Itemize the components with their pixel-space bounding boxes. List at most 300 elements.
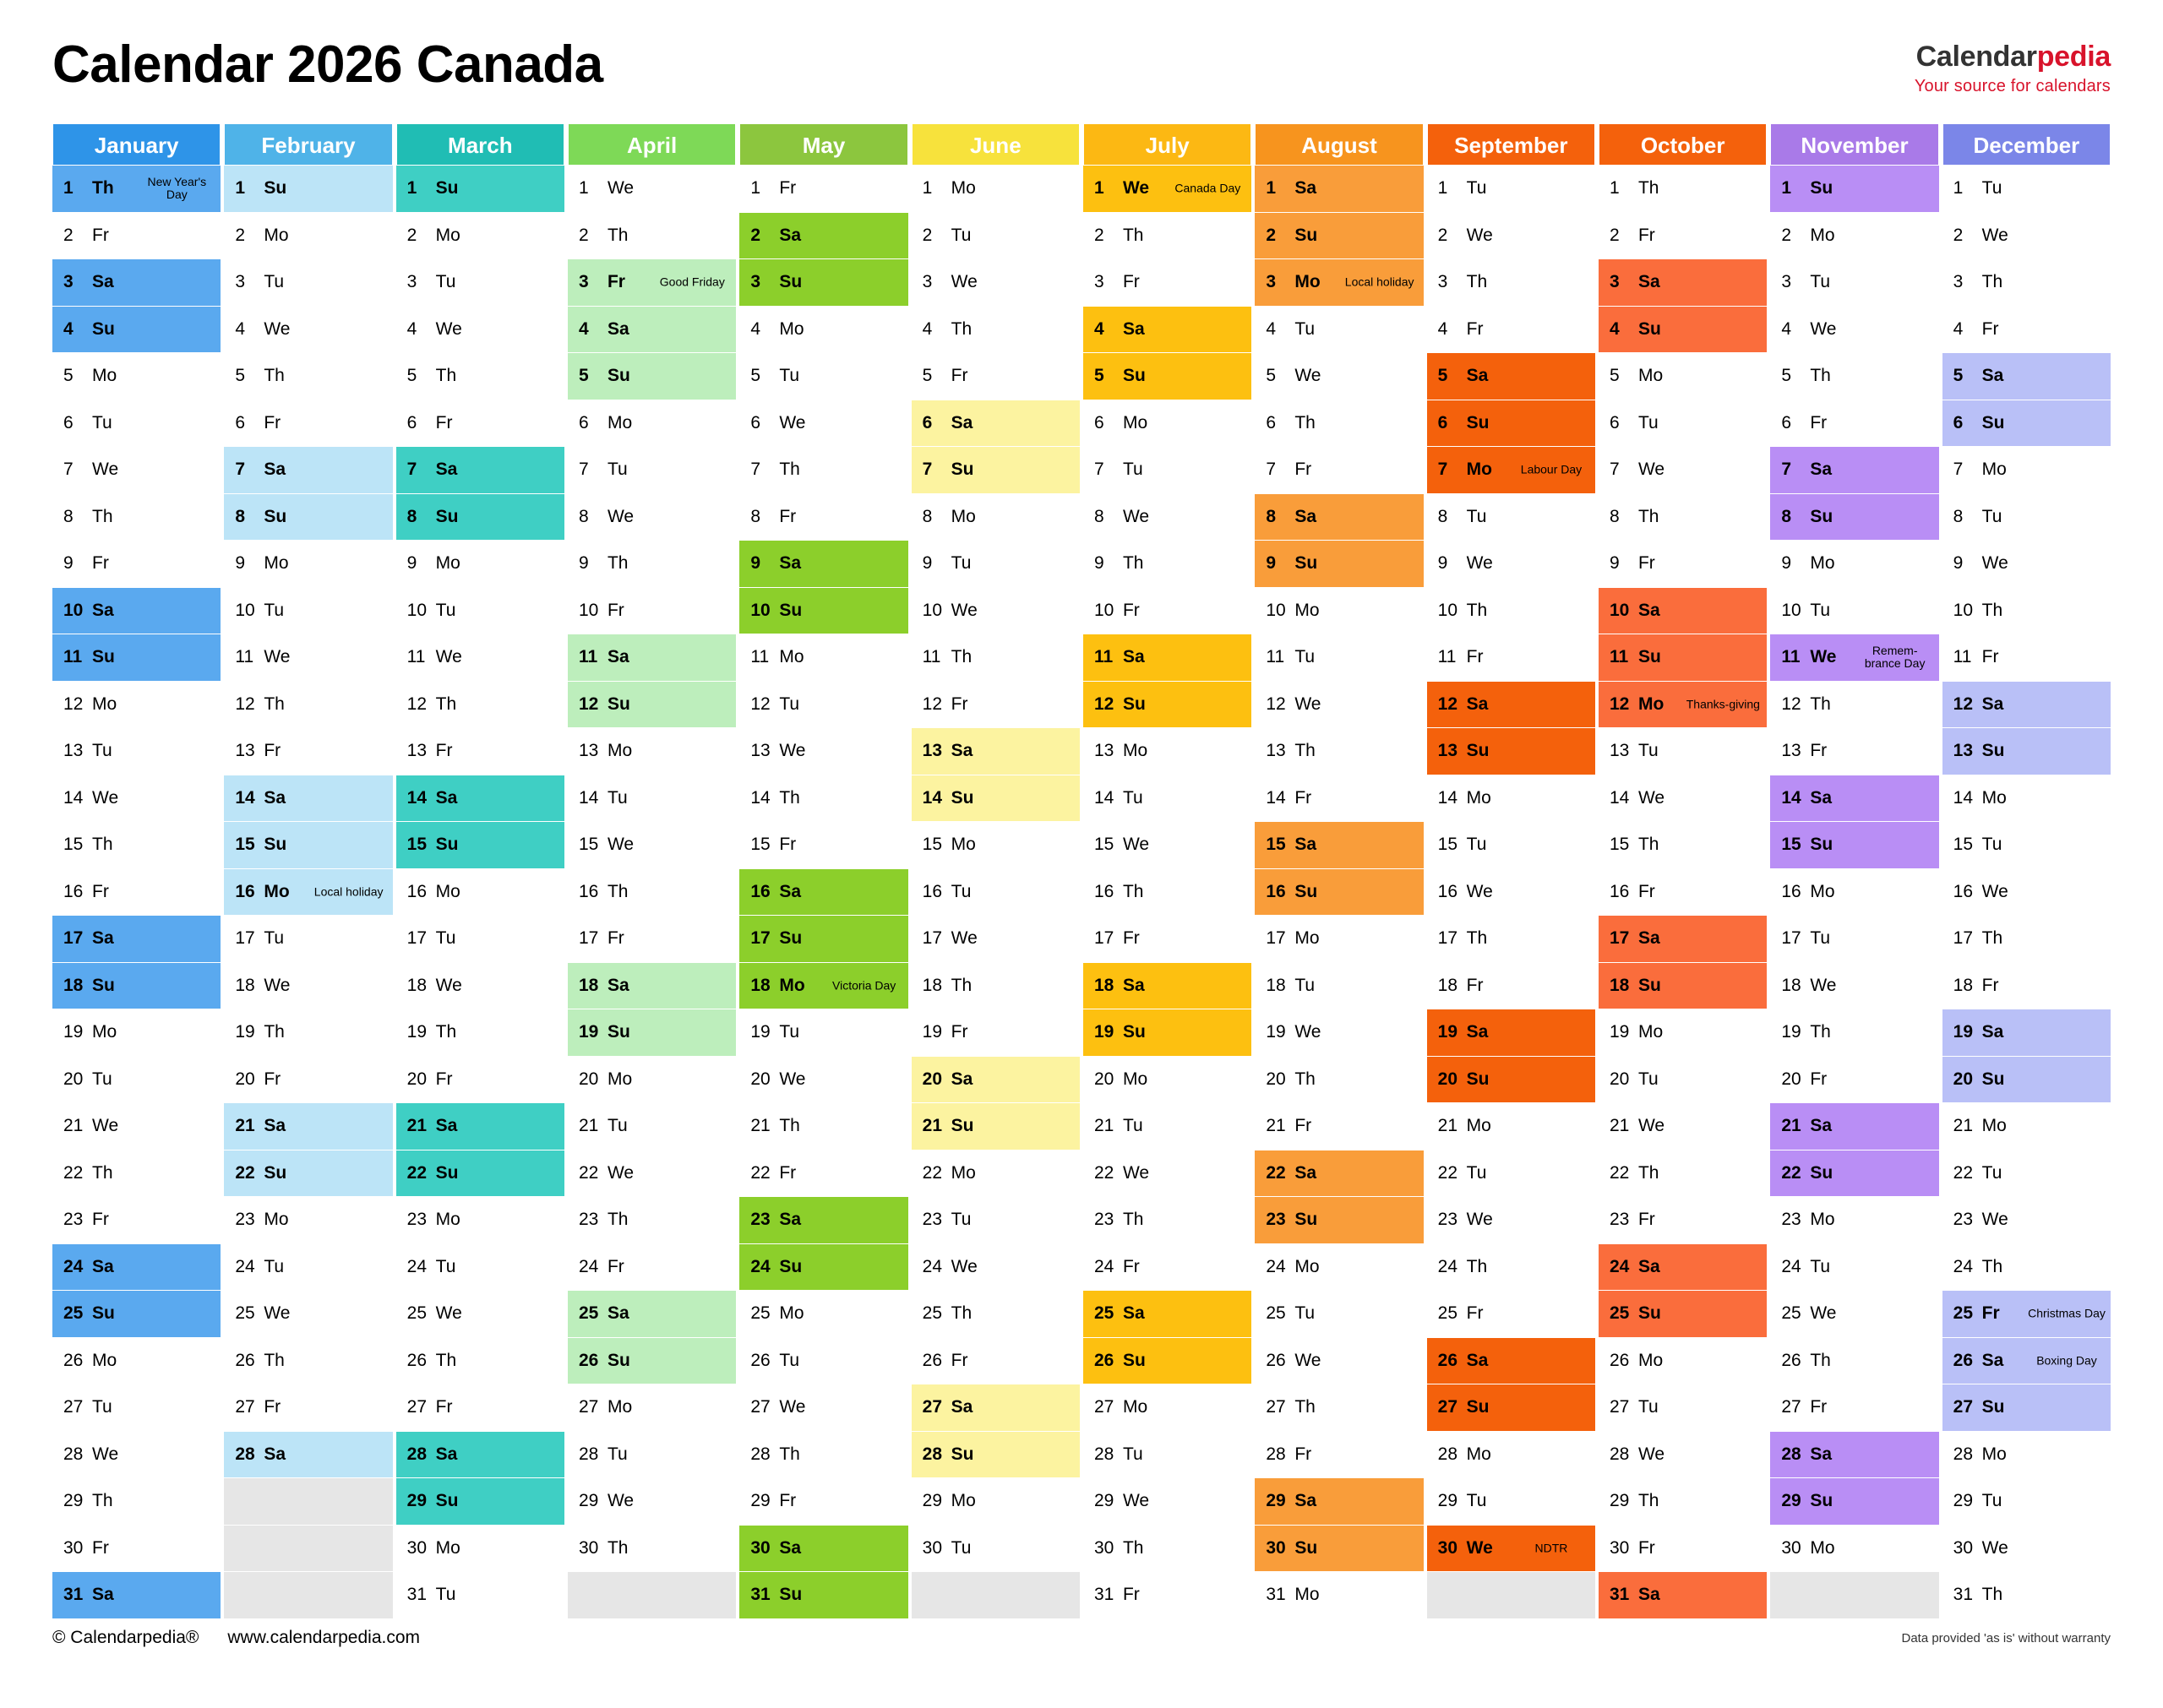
- day-cell-april-29: [568, 1478, 736, 1526]
- day-number: 24: [750, 1256, 771, 1276]
- day-cell-october-1: [1599, 166, 1767, 213]
- day-cell-july-29: [1083, 1478, 1251, 1526]
- day-of-week: Th: [1122, 225, 1144, 245]
- day-of-week: We: [951, 1256, 978, 1276]
- day-cell-august-1: [1255, 166, 1423, 213]
- day-cell-july-8: [1083, 494, 1251, 541]
- day-number: 26: [1266, 1350, 1286, 1370]
- day-cell-july-5: [1083, 353, 1251, 400]
- day-cell-april-9: [568, 541, 736, 588]
- day-of-week: Mo: [1466, 1116, 1491, 1136]
- day-number: 31: [406, 1585, 428, 1605]
- day-number: 3: [1266, 272, 1277, 292]
- page-title: Calendar 2026 Canada: [52, 35, 603, 94]
- day-of-week: We: [1294, 366, 1321, 386]
- day-of-week: Sa: [1981, 1350, 2004, 1370]
- day-of-week: Sa: [1294, 178, 1317, 199]
- day-cell-march-16: [396, 869, 564, 917]
- holiday-note: Thanks-giving: [1686, 697, 1760, 711]
- day-cell-empty: [224, 1572, 392, 1619]
- day-of-week: Sa: [1466, 1350, 1489, 1370]
- disclaimer-text: Data provided 'as is' without warranty: [1901, 1630, 2111, 1645]
- day-of-week: Su: [92, 975, 115, 995]
- day-cell-may-20: [739, 1057, 907, 1104]
- day-number: 8: [1437, 506, 1448, 526]
- day-cell-june-24: [912, 1244, 1080, 1292]
- day-number: 28: [578, 1444, 599, 1464]
- footer-left: [52, 1628, 420, 1648]
- day-number: 8: [578, 506, 589, 526]
- day-cell-april-23: [568, 1197, 736, 1244]
- day-number: 4: [1953, 318, 1964, 339]
- day-number: 15: [1609, 835, 1630, 855]
- day-of-week: Mo: [1981, 460, 2007, 480]
- day-of-week: We: [779, 1069, 806, 1089]
- day-number: 6: [750, 412, 761, 432]
- day-cell-january-6: [52, 400, 221, 448]
- day-of-week: Su: [1122, 1022, 1146, 1042]
- day-number: 20: [1609, 1069, 1630, 1089]
- day-of-week: We: [1637, 787, 1665, 808]
- day-of-week: Th: [435, 1022, 457, 1042]
- day-cell-june-26: [912, 1338, 1080, 1385]
- day-of-week: Tu: [1810, 928, 1831, 949]
- day-cell-november-23: [1770, 1197, 1938, 1244]
- day-cell-july-28: [1083, 1432, 1251, 1479]
- website-link[interactable]: www.calendarpedia.com: [227, 1627, 421, 1647]
- month-column-april: [568, 123, 736, 1619]
- day-number: 12: [1437, 694, 1458, 714]
- day-number: 15: [1437, 835, 1458, 855]
- day-of-week: Fr: [264, 412, 281, 432]
- day-number: 6: [1266, 412, 1277, 432]
- day-of-week: Th: [1294, 412, 1316, 432]
- day-number: 3: [1781, 272, 1792, 292]
- day-number: 28: [63, 1444, 84, 1464]
- day-of-week: Mo: [1466, 1444, 1491, 1464]
- day-cell-june-2: [912, 213, 1080, 260]
- day-cell-october-19: [1599, 1009, 1767, 1057]
- day-of-week: Sa: [92, 1585, 114, 1605]
- day-of-week: Tu: [607, 787, 628, 808]
- day-number: 24: [406, 1256, 428, 1276]
- day-number: 9: [235, 553, 246, 574]
- day-of-week: Mo: [1122, 412, 1148, 432]
- day-of-week: We: [951, 272, 978, 292]
- day-number: 27: [578, 1397, 599, 1417]
- day-number: 3: [578, 272, 589, 292]
- day-cell-july-13: [1083, 728, 1251, 775]
- day-cell-september-16: [1427, 869, 1595, 917]
- day-of-week: Fr: [1981, 975, 1999, 995]
- day-cell-june-12: [912, 682, 1080, 729]
- day-number: 17: [922, 928, 943, 949]
- day-of-week: Sa: [92, 928, 114, 949]
- day-of-week: We: [264, 1303, 291, 1324]
- day-cell-november-28: [1770, 1432, 1938, 1479]
- day-of-week: Mo: [1981, 1116, 2007, 1136]
- day-cell-july-2: [1083, 213, 1251, 260]
- day-number: 26: [578, 1350, 599, 1370]
- day-cell-march-29: [396, 1478, 564, 1526]
- day-cell-august-20: [1255, 1057, 1423, 1104]
- day-of-week: Fr: [951, 1350, 968, 1370]
- day-cell-november-26: [1770, 1338, 1938, 1385]
- day-cell-december-29: [1942, 1478, 2111, 1526]
- day-cell-september-27: [1427, 1384, 1595, 1432]
- day-cell-april-7: [568, 447, 736, 494]
- day-cell-february-15: [224, 822, 392, 869]
- day-cell-november-22: [1770, 1150, 1938, 1198]
- day-of-week: Fr: [1810, 741, 1828, 761]
- day-cell-december-31: [1942, 1572, 2111, 1619]
- day-number: 27: [1437, 1397, 1458, 1417]
- day-number: 6: [63, 412, 74, 432]
- day-of-week: Su: [1122, 366, 1146, 386]
- day-of-week: Mo: [1294, 1256, 1320, 1276]
- day-cell-june-17: [912, 916, 1080, 963]
- day-of-week: Sa: [951, 1397, 973, 1417]
- day-cell-november-24: [1770, 1244, 1938, 1292]
- day-cell-october-31: [1599, 1572, 1767, 1619]
- day-of-week: Sa: [1466, 694, 1489, 714]
- day-number: 10: [406, 600, 428, 620]
- day-cell-july-25: [1083, 1291, 1251, 1338]
- month-column-january: [52, 123, 221, 1619]
- holiday-note: Local holiday: [313, 884, 384, 899]
- day-of-week: Mo: [1637, 366, 1664, 386]
- day-of-week: Sa: [1981, 366, 2004, 386]
- day-number: 6: [1781, 412, 1792, 432]
- day-cell-november-19: [1770, 1009, 1938, 1057]
- day-of-week: Su: [1981, 1397, 2005, 1417]
- day-of-week: Th: [435, 694, 457, 714]
- day-cell-december-28: [1942, 1432, 2111, 1479]
- day-cell-april-30: [568, 1526, 736, 1573]
- day-of-week: Fr: [951, 1022, 968, 1042]
- day-cell-january-5: [52, 353, 221, 400]
- day-of-week: Fr: [1294, 1116, 1312, 1136]
- day-number: 4: [1609, 318, 1620, 339]
- day-of-week: Su: [92, 647, 115, 667]
- day-number: 23: [63, 1210, 84, 1230]
- day-number: 26: [1953, 1350, 1974, 1370]
- holiday-note: NDTR: [1534, 1541, 1568, 1555]
- day-cell-january-22: [52, 1150, 221, 1198]
- day-of-week: Tu: [1294, 647, 1316, 667]
- day-number: 6: [406, 412, 417, 432]
- day-of-week: Tu: [1810, 600, 1831, 620]
- day-number: 15: [235, 835, 255, 855]
- day-cell-september-14: [1427, 775, 1595, 823]
- day-of-week: Th: [1466, 272, 1488, 292]
- day-of-week: Th: [1981, 600, 2003, 620]
- day-number: 22: [1093, 1162, 1114, 1183]
- day-number: 29: [1093, 1491, 1114, 1511]
- day-number: 26: [1781, 1350, 1801, 1370]
- day-number: 19: [1266, 1022, 1286, 1042]
- day-cell-december-25: [1942, 1291, 2111, 1338]
- day-number: 10: [922, 600, 943, 620]
- day-of-week: Sa: [1637, 928, 1660, 949]
- day-of-week: Th: [92, 506, 113, 526]
- day-number: 8: [63, 506, 74, 526]
- day-cell-december-2: [1942, 213, 2111, 260]
- day-of-week: Fr: [1810, 412, 1828, 432]
- day-of-week: We: [92, 1444, 119, 1464]
- day-cell-august-7: [1255, 447, 1423, 494]
- day-of-week: Su: [607, 694, 630, 714]
- day-of-week: Sa: [435, 787, 458, 808]
- day-of-week: Tu: [1294, 1303, 1316, 1324]
- day-number: 13: [922, 741, 943, 761]
- day-cell-may-6: [739, 400, 907, 448]
- day-number: 18: [1609, 975, 1630, 995]
- day-of-week: We: [1810, 975, 1837, 995]
- day-of-week: Su: [92, 1303, 115, 1324]
- day-of-week: Mo: [1810, 1537, 1835, 1558]
- day-of-week: Th: [1122, 553, 1144, 574]
- day-cell-november-15: [1770, 822, 1938, 869]
- day-of-week: Mo: [607, 412, 633, 432]
- day-of-week: Fr: [92, 1210, 109, 1230]
- day-number: 15: [750, 835, 771, 855]
- day-of-week: Su: [607, 366, 630, 386]
- day-cell-january-17: [52, 916, 221, 963]
- day-number: 25: [1093, 1303, 1114, 1324]
- day-cell-october-9: [1599, 541, 1767, 588]
- day-number: 6: [1437, 412, 1448, 432]
- day-cell-january-21: [52, 1103, 221, 1150]
- day-number: 25: [1953, 1303, 1974, 1324]
- day-number: 20: [1781, 1069, 1801, 1089]
- day-of-week: Th: [1810, 366, 1831, 386]
- day-of-week: Tu: [1637, 412, 1659, 432]
- day-of-week: Tu: [1294, 975, 1316, 995]
- day-of-week: Th: [92, 1162, 113, 1183]
- day-number: 14: [235, 787, 255, 808]
- day-number: 2: [1609, 225, 1620, 245]
- day-number: 17: [750, 928, 771, 949]
- day-number: 20: [1437, 1069, 1458, 1089]
- holiday-note: Labour Day: [1520, 462, 1583, 476]
- day-of-week: Fr: [1122, 272, 1140, 292]
- day-cell-november-30: [1770, 1526, 1938, 1573]
- day-of-week: Mo: [951, 178, 976, 199]
- day-of-week: We: [1637, 1116, 1665, 1136]
- day-number: 16: [63, 881, 84, 901]
- day-of-week: Tu: [1637, 1397, 1659, 1417]
- month-header-february: February: [224, 123, 392, 166]
- day-cell-may-22: [739, 1150, 907, 1198]
- day-cell-october-7: [1599, 447, 1767, 494]
- day-cell-august-27: [1255, 1384, 1423, 1432]
- day-cell-october-26: [1599, 1338, 1767, 1385]
- day-number: 17: [1609, 928, 1630, 949]
- day-number: 12: [1609, 694, 1630, 714]
- day-number: 30: [922, 1537, 943, 1558]
- day-of-week: Su: [1810, 1491, 1833, 1511]
- day-of-week: Su: [1294, 1537, 1318, 1558]
- day-of-week: Sa: [264, 1444, 286, 1464]
- day-cell-november-9: [1770, 541, 1938, 588]
- day-of-week: Sa: [264, 787, 286, 808]
- day-number: 10: [1609, 600, 1630, 620]
- day-of-week: We: [92, 787, 119, 808]
- copyright-text: © Calendarpedia®: [52, 1627, 199, 1647]
- day-of-week: Su: [951, 460, 974, 480]
- day-cell-september-25: [1427, 1291, 1595, 1338]
- day-number: 16: [922, 881, 943, 901]
- day-number: 16: [578, 881, 599, 901]
- day-number: 23: [1781, 1210, 1801, 1230]
- day-of-week: Th: [607, 1537, 629, 1558]
- brand-name-part1: Calendar: [1915, 41, 2037, 73]
- day-number: 13: [1093, 741, 1114, 761]
- day-number: 11: [1437, 647, 1457, 667]
- day-of-week: Mo: [435, 225, 460, 245]
- day-cell-april-1: [568, 166, 736, 213]
- day-cell-july-26: [1083, 1338, 1251, 1385]
- day-number: 2: [750, 225, 761, 245]
- day-number: 5: [1266, 366, 1277, 386]
- day-cell-december-22: [1942, 1150, 2111, 1198]
- day-cell-march-13: [396, 728, 564, 775]
- day-cell-december-27: [1942, 1384, 2111, 1432]
- day-number: 26: [406, 1350, 428, 1370]
- day-cell-march-27: [396, 1384, 564, 1432]
- day-of-week: Tu: [92, 1069, 112, 1089]
- day-number: 7: [1609, 460, 1620, 480]
- day-cell-december-12: [1942, 682, 2111, 729]
- day-number: 13: [1437, 741, 1458, 761]
- day-number: 9: [63, 553, 74, 574]
- day-cell-march-5: [396, 353, 564, 400]
- day-cell-may-27: [739, 1384, 907, 1432]
- day-cell-january-1: [52, 166, 221, 213]
- month-header-january: January: [52, 123, 221, 166]
- day-number: 8: [406, 506, 417, 526]
- day-number: 25: [406, 1303, 428, 1324]
- day-of-week: Fr: [92, 881, 109, 901]
- day-cell-march-28: [396, 1432, 564, 1479]
- month-header-september: September: [1427, 123, 1595, 166]
- day-cell-june-8: [912, 494, 1080, 541]
- day-cell-april-3: [568, 259, 736, 307]
- day-cell-empty: [568, 1572, 736, 1619]
- day-cell-november-13: [1770, 728, 1938, 775]
- holiday-note: Canada Day: [1174, 181, 1241, 195]
- day-cell-august-6: [1255, 400, 1423, 448]
- day-of-week: Tu: [1466, 835, 1487, 855]
- day-number: 13: [235, 741, 255, 761]
- day-number: 19: [406, 1022, 428, 1042]
- day-cell-september-30: [1427, 1526, 1595, 1573]
- day-of-week: Th: [1810, 1022, 1831, 1042]
- day-of-week: We: [1466, 1210, 1493, 1230]
- day-number: 18: [235, 975, 255, 995]
- day-cell-march-3: [396, 259, 564, 307]
- day-number: 5: [1093, 366, 1104, 386]
- day-of-week: Su: [951, 1444, 974, 1464]
- day-cell-june-11: [912, 634, 1080, 682]
- day-of-week: Mo: [92, 366, 117, 386]
- day-cell-october-16: [1599, 869, 1767, 917]
- day-of-week: Sa: [1466, 1022, 1489, 1042]
- day-of-week: Sa: [1122, 647, 1145, 667]
- day-number: 22: [750, 1162, 771, 1183]
- day-of-week: Mo: [1810, 225, 1835, 245]
- day-of-week: Sa: [1810, 460, 1833, 480]
- day-of-week: Su: [1466, 1069, 1490, 1089]
- day-number: 31: [63, 1585, 84, 1605]
- day-of-week: Fr: [1810, 1069, 1828, 1089]
- day-cell-april-8: [568, 494, 736, 541]
- day-cell-october-14: [1599, 775, 1767, 823]
- day-number: 9: [1609, 553, 1620, 574]
- day-cell-august-21: [1255, 1103, 1423, 1150]
- day-of-week: Th: [779, 1444, 800, 1464]
- day-number: 2: [406, 225, 417, 245]
- day-of-week: Th: [779, 1116, 800, 1136]
- day-cell-september-4: [1427, 307, 1595, 354]
- day-cell-october-8: [1599, 494, 1767, 541]
- day-of-week: Mo: [1810, 553, 1835, 574]
- day-cell-september-5: [1427, 353, 1595, 400]
- day-cell-may-15: [739, 822, 907, 869]
- day-cell-july-18: [1083, 963, 1251, 1010]
- day-of-week: Fr: [92, 553, 109, 574]
- month-column-march: [396, 123, 564, 1619]
- day-cell-october-10: [1599, 588, 1767, 635]
- day-cell-april-10: [568, 588, 736, 635]
- day-of-week: Fr: [1981, 1303, 2000, 1324]
- day-number: 17: [578, 928, 599, 949]
- day-of-week: Fr: [1466, 647, 1484, 667]
- day-of-week: Su: [1466, 1397, 1490, 1417]
- day-number: 14: [578, 787, 599, 808]
- day-cell-august-11: [1255, 634, 1423, 682]
- day-of-week: We: [607, 506, 635, 526]
- day-number: 11: [922, 647, 941, 667]
- day-cell-may-11: [739, 634, 907, 682]
- day-number: 24: [1437, 1256, 1458, 1276]
- day-of-week: Tu: [779, 366, 800, 386]
- day-of-week: Tu: [264, 272, 285, 292]
- day-cell-february-3: [224, 259, 392, 307]
- day-cell-september-20: [1427, 1057, 1595, 1104]
- day-number: 16: [235, 881, 255, 901]
- day-of-week: Sa: [1466, 366, 1489, 386]
- day-cell-march-15: [396, 822, 564, 869]
- day-number: 4: [406, 318, 417, 339]
- day-cell-october-21: [1599, 1103, 1767, 1150]
- day-cell-may-21: [739, 1103, 907, 1150]
- day-number: 20: [1266, 1069, 1286, 1089]
- brand-name: [1915, 41, 2111, 73]
- day-cell-june-1: [912, 166, 1080, 213]
- day-number: 13: [578, 741, 599, 761]
- month-header-april: April: [568, 123, 736, 166]
- day-of-week: Su: [1981, 412, 2005, 432]
- day-cell-november-2: [1770, 213, 1938, 260]
- day-cell-february-7: [224, 447, 392, 494]
- day-of-week: Th: [1294, 1397, 1316, 1417]
- day-number: 1: [1437, 178, 1448, 199]
- day-of-week: Tu: [435, 1256, 456, 1276]
- day-cell-march-4: [396, 307, 564, 354]
- day-of-week: Th: [435, 366, 457, 386]
